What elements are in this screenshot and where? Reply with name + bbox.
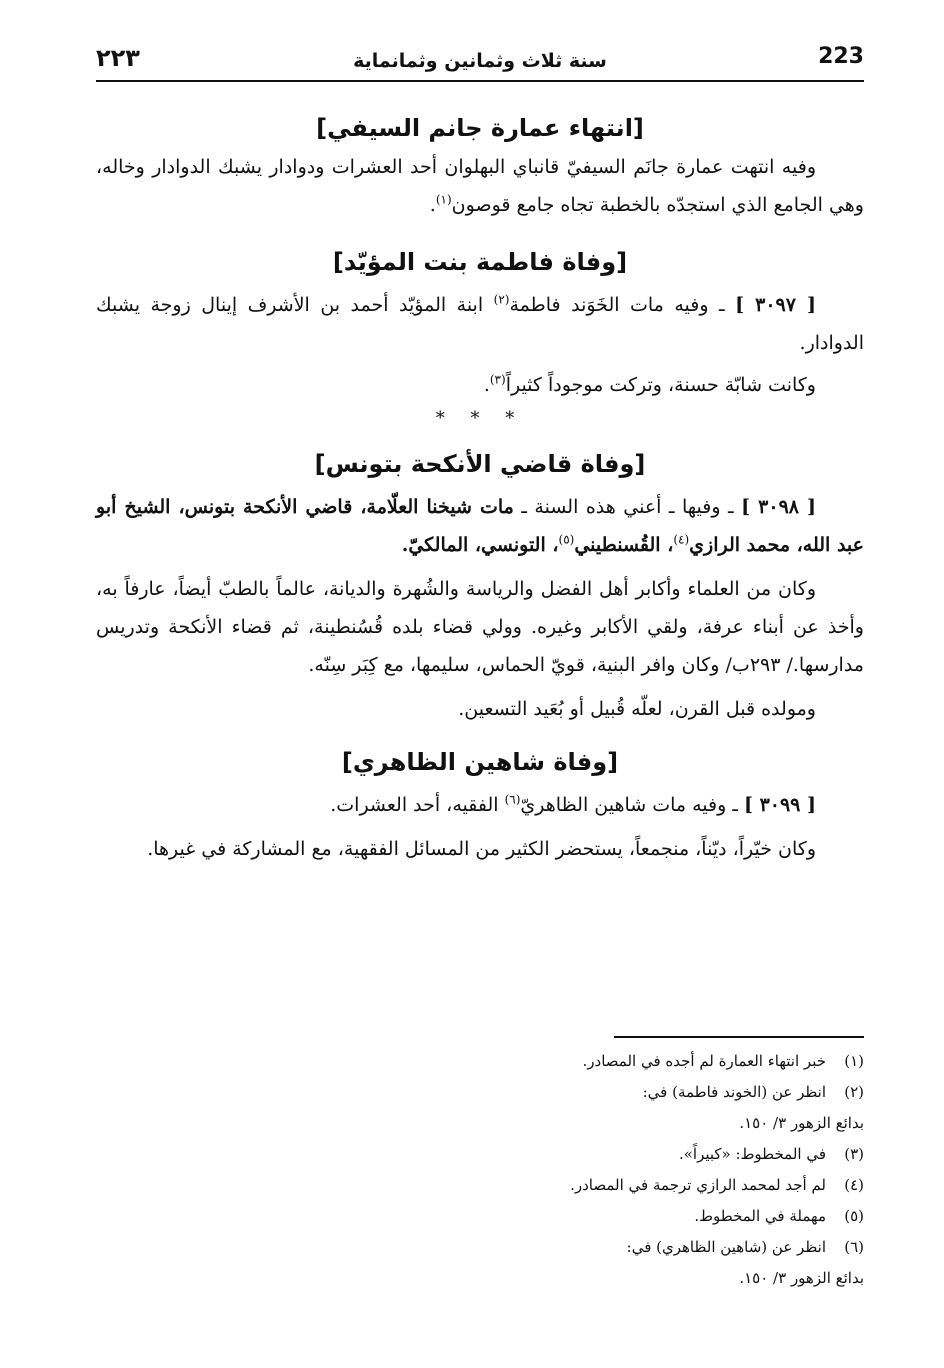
paragraph: وكان من العلماء وأكابر أهل الفضل والرياسة والشُهرة والديانة، عالماً بالطبّ أيضاً، عارفاً به، وأخذ عن أبناء عرفة، ولقي الأكابر وغيره. وولي قضاء بلده قُسُنطينة، ثم قضاء الأنكحة وتدريس مدارسها./ ٢٩٣ب/ وكان وافر البنية، قويّ الحماس، سليمها، مع كِبَر سِنّه. (96, 578, 864, 676)
paragraph: [ ٣٠٩٧ ] ـ وفيه مات الخَوَند فاطمة$^{(٢)}$ ابنة المؤيّد أحمد بن الأشرف إينال زوجة يشبك الدوادار. (96, 292, 864, 354)
footnote-ref[interactable]: (١) (435, 192, 452, 207)
section-heading: [انتهاء عمارة جانم السيفي] (316, 114, 644, 142)
footnote-divider (614, 1036, 864, 1038)
paragraph: وكانت شابّة حسنة، وتركت موجوداً كثيراً$^{(٣)}$. (483, 372, 816, 396)
footnote-ref[interactable]: (٣) (489, 372, 506, 387)
page-number-latin: 223 (818, 44, 864, 69)
section-separator: * * * (435, 408, 525, 429)
footnote-ref[interactable]: (٦) (504, 792, 521, 807)
section-heading: [وفاة قاضي الأنكحة بتونس] (314, 450, 646, 478)
entry-number: [ ٣٠٩٩ ] (743, 794, 816, 816)
page-number-arabic: ٢٢٣ (96, 44, 140, 72)
paragraph: وفيه انتهت عمارة جانَم السيفيّ قانباي البهلوان أحد العشرات ودوادار يشبك الدوادار وخاله، وهي الجامع الذي استجدّه بالخطبة تجاه جامع قوصون$^{(١)}$. (96, 156, 864, 216)
footnote: (٤) لم أجد لمحمد الرازي ترجمة في المصادر. (570, 1176, 864, 1194)
footnote: (٦) انظر عن (شاهين الظاهري) في: (626, 1238, 864, 1256)
entry-number: [ ٣٠٩٨ ] (741, 496, 817, 518)
footnote-ref[interactable]: (٢) (493, 292, 510, 307)
running-title: سنة ثلاث وثمانين وثمانماية (353, 50, 607, 72)
section-heading: [وفاة شاهين الظاهري] (341, 748, 619, 776)
footnote: (١) خبر انتهاء العمارة لم أجده في المصادر. (582, 1052, 864, 1070)
paragraph: [ ٣٠٩٩ ] ـ وفيه مات شاهين الظاهريّ$^{(٦)}$ الفقيه، أحد العشرات. (330, 792, 816, 816)
footnote: (٢) انظر عن (الخوند فاطمة) في: (642, 1083, 864, 1101)
footnotes (96, 1046, 864, 1294)
paragraph: وكان خيّراً، ديّناً، منجمعاً، يستحضر الكثير من المسائل الفقهية، مع المشاركة في غيرها. (147, 838, 816, 860)
paragraph: ومولده قبل القرن، لعلّه قُبيل أو بُعَيد التسعين. (458, 698, 816, 720)
section-heading: [وفاة فاطمة بنت المؤيّد] (332, 248, 628, 276)
footnote-ref[interactable]: (٥) (558, 532, 575, 547)
footnote-ref[interactable]: (٤) (673, 532, 690, 547)
footnote-continuation: بدائع الزهور ٣/ ١٥٠. (739, 1114, 864, 1132)
footnote: (٣) في المخطوط: «كبيراً». (678, 1145, 864, 1163)
main-text (96, 108, 864, 868)
footnote-continuation: بدائع الزهور ٣/ ١٥٠. (739, 1269, 864, 1287)
footnote: (٥) مهملة في المخطوط. (694, 1207, 864, 1225)
page-header (96, 44, 864, 82)
paragraph: [ ٣٠٩٨ ] ـ وفيها ـ أعني هذه السنة ـ مات شيخنا العلّامة، قاضي الأنكحة بتونس، الشيخ أبو عبد الله، محمد الرازي$^{(٤)}$، القُسنطيني$^{(٥)}$، التونسي، المالكيّ. (96, 496, 864, 556)
entry-number: [ ٣٠٩٧ ] (735, 294, 817, 316)
